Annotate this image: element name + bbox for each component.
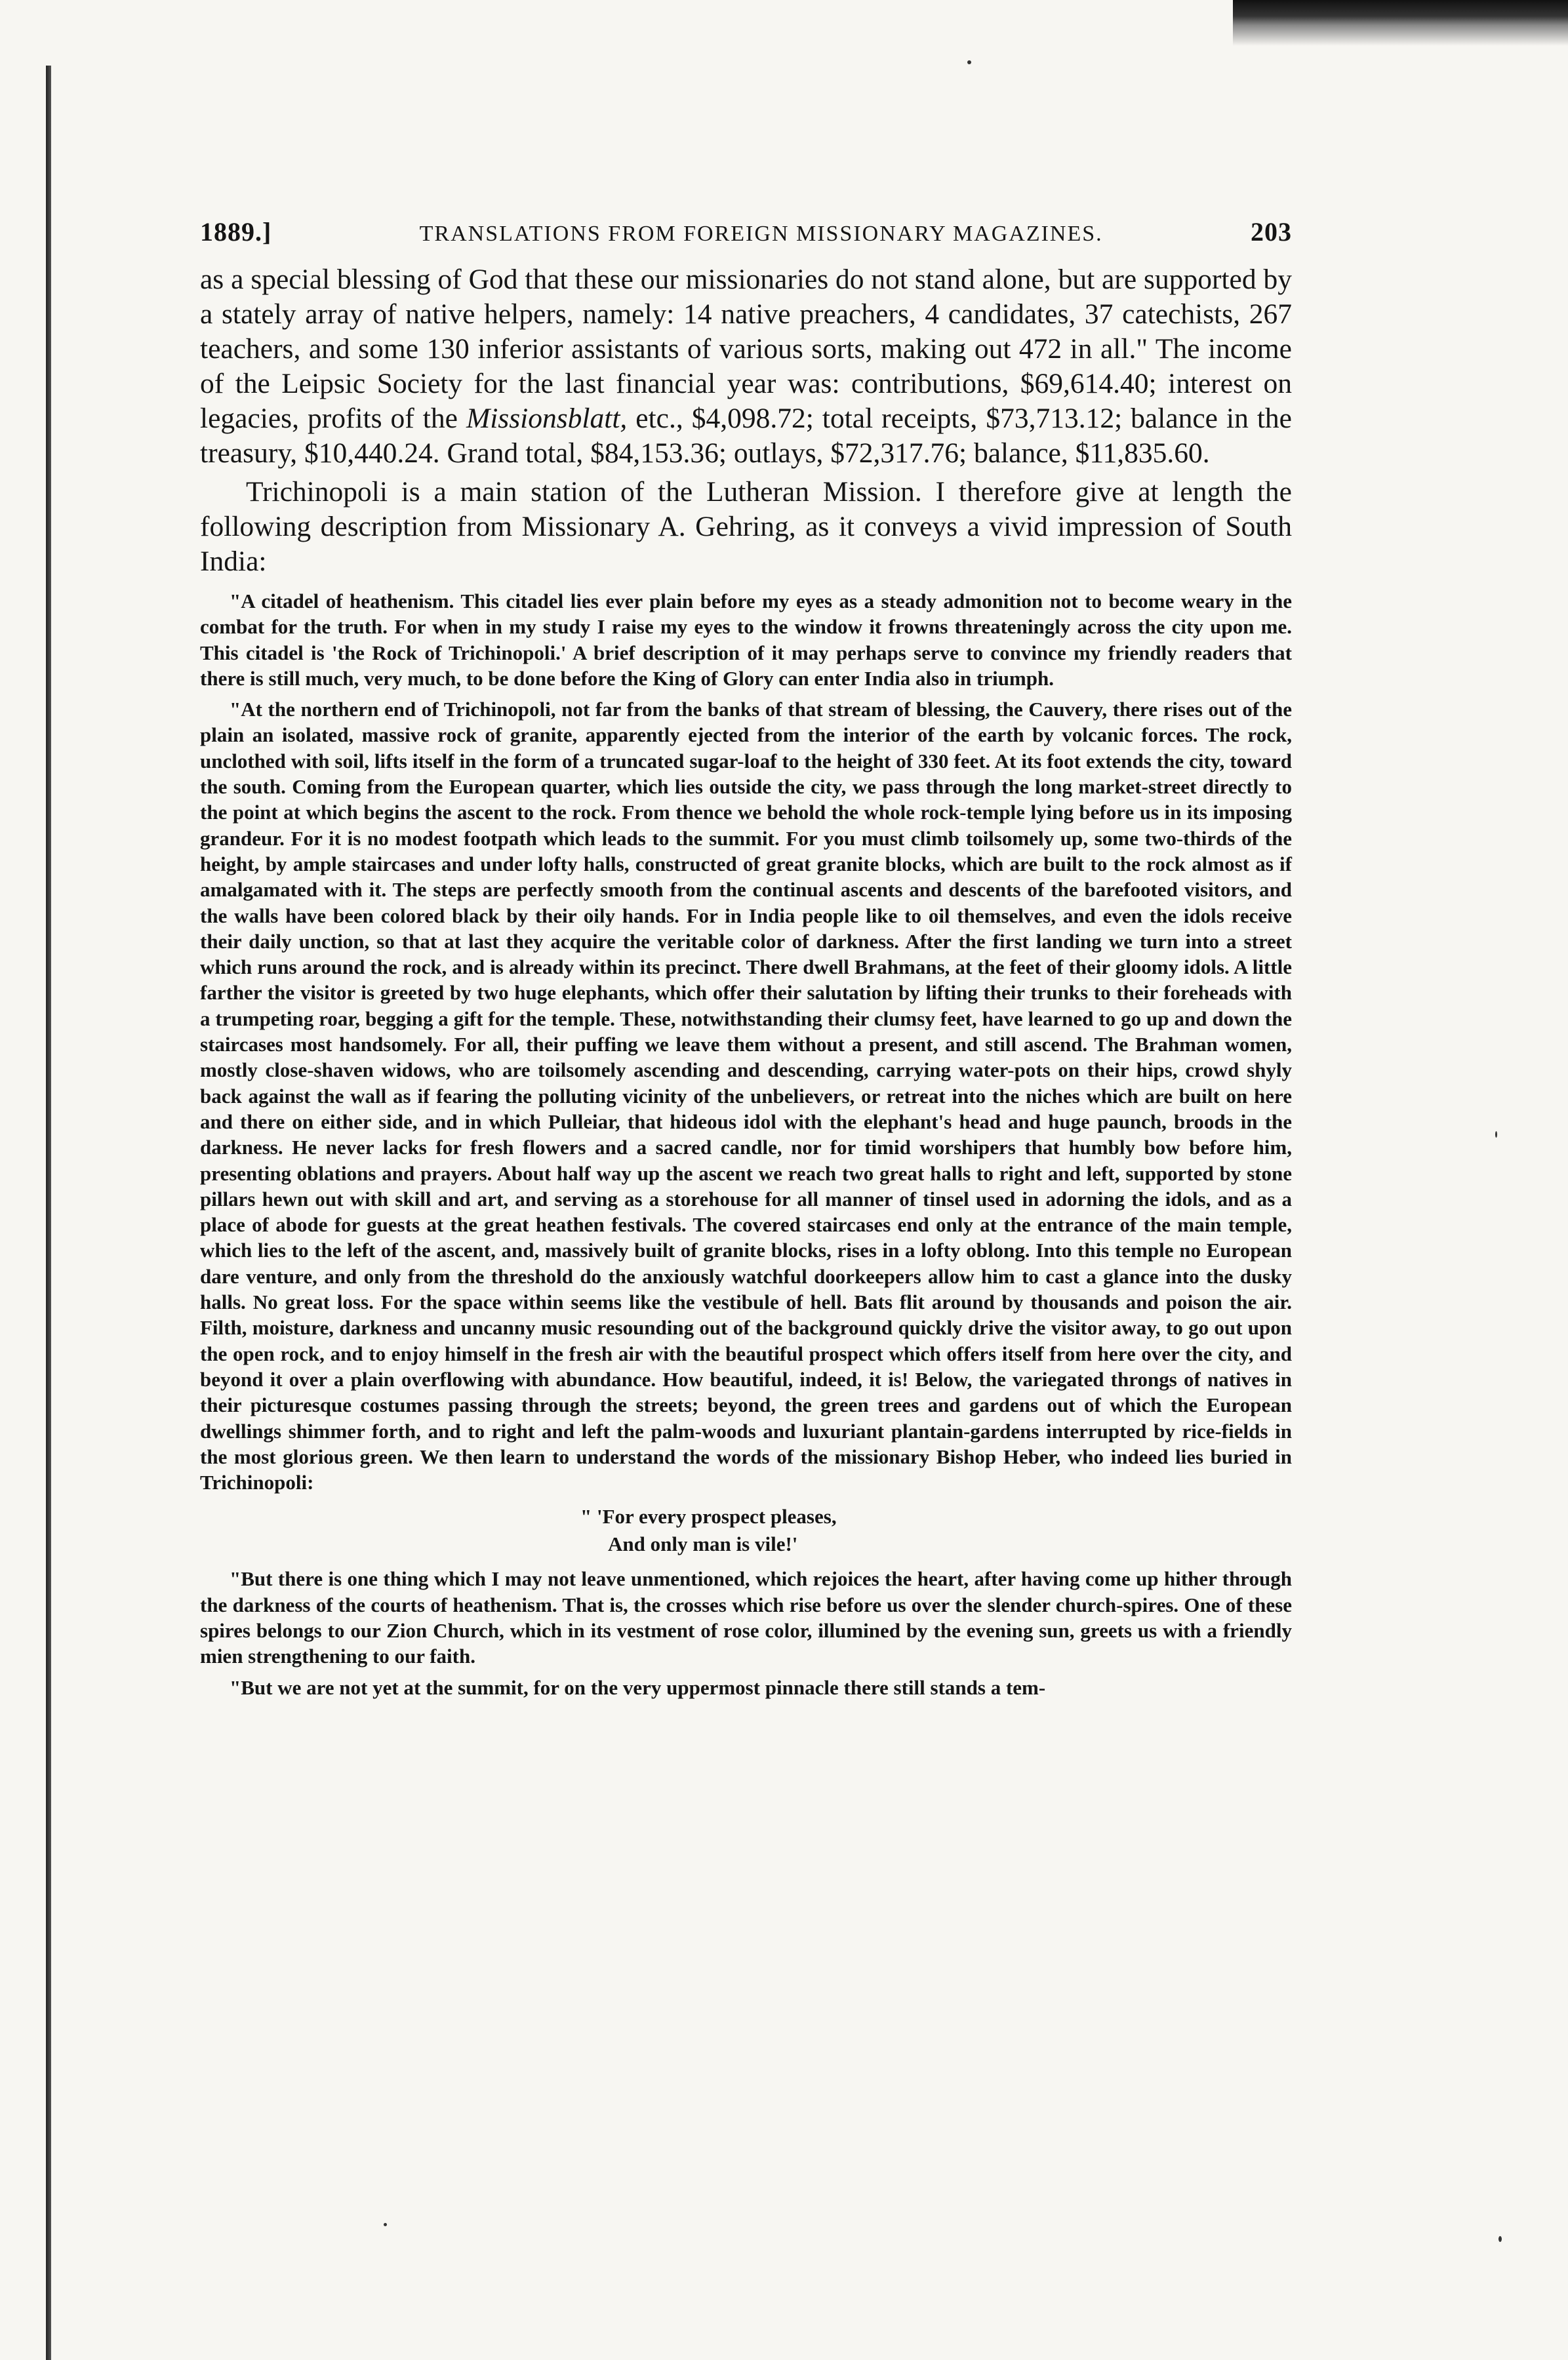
- verse-line: " 'For every prospect pleases,: [580, 1505, 837, 1529]
- quote-summit: "But we are not yet at the summit, for on the very uppermost pinnacle there still stands a tem-: [230, 1675, 1046, 1699]
- quote-rock-description: "At the northern end of Trichinopoli, not far from the banks of that stream of blessing, the Cauvery, there rises out of the plain an isolated, massive rock of granite, apparently ejected from the interior of the earth by volcanic forces. The rock, unclothed with soil, lifts itself in the form of a truncated sugar-loaf to the height of 330 feet. At its foot extends the city, toward the south. Coming from the European quarter, which lies outside the city, we pass through the long market-street directly to the point at which begins the ascent to the rock. From thence we behold the whole rock-temple lying before us in its imposing grandeur. For it is no modest footpath which leads to the summit. For you must climb toilsomely up, some two-thirds of the height, by ample staircases and under lofty halls, constructed of great granite blocks, which are built to the rock almost as if amalgamated with it. The steps are perfectly smooth from the continual ascents and descents of the barefooted visitors, and the walls have been colored black by their oily hands. For in India people like to oil themselves, and even the idols receive their daily unction, so that at last they acquire the veritable color of darkness. After the first landing we turn into a street which runs around the rock, and is already within its precinct. There dwell Brahmans, at the feet of their gloomy idols. A little farther the visitor is greeted by two huge elephants, which offer their salutation by lifting their trunks to their foreheads with a trumpeting roar, begging a gift for the temple. These, notwithstanding their clumsy feet, have learned to go up and down the staircases most handsomely. For all, their puffing we leave them without a present, and still ascend. The Brahman women, mostly close-shaven widows, who are toilsomely ascending and descending, carrying water-pots on their hips, crowd shyly back against the wall as if fearing the polluting vicinity of the unbelievers, or retreat into the niches which are built on here and there on either side, and in which Pulleiar, that hideous idol with the elephant's head and huge paunch, broods in the darkness. He never lacks for fresh flowers and a sacred candle, nor for timid worshipers that humbly bow before him, presenting oblations and prayers. About half way up the ascent we reach two great halls to right and left, supported by stone pillars hewn out with skill and art, and serving as a storehouse for all manner of tinsel used in adorning the idols, and as a place of abode for guests at the great heathen festivals. The covered staircases end only at the entrance of the main temple, which lies to the left of the ascent, and, massively built of granite blocks, rises in a lofty oblong. Into this temple no European dare venture, and only from the threshold do the anxiously watchful doorkeepers allow him to cast a glance into the dusky halls. No great loss. For the space within seems like the vestibule of hell. Bats flit around by thousands and poison the air. Filth, moisture, darkness and uncanny music resounding out of the background quickly drive the visitor away, to go out upon the open rock, and to enjoy himself in the fresh air with the beautiful prospect which offers itself from here over the city, and beyond it over a plain overflowing with abundance. How beautiful, indeed, it is! Below, the variegated throngs of natives in their picturesque costumes passing through the streets; beyond, the green trees and gardens out of which the European dwellings shimmer forth, and to right and left the palm-woods and luxuriant plantain-gardens interrupted by rice-fields in the most glorious green. We then learn to understand the words of the missionary Bishop Heber, who indeed lies buried in Trichinopoli:: [200, 698, 1292, 1494]
- paragraph-trichinopoli-intro: Trichinopoli is a main station of the Lutheran Mission. I therefore give at length the following description from Missionary A. Gehring, as it conveys a vivid impression of South India:: [200, 476, 1292, 577]
- header-year: 1889.]: [200, 217, 272, 247]
- quote-crosses: "But there is one thing which I may not leave unmentioned, which rejoices the heart, after having come up hither through the darkness of the courts of heathenism. That is, the crosses which rise before us over the slender church-spires. One of these spires belongs to our Zion Church, which in its vestment of rose color, illumined by the evening sun, greets us with a friendly mien strengthening to our faith.: [200, 1567, 1292, 1668]
- running-header: [200, 216, 1292, 247]
- paragraph-society-helpers: [200, 262, 1292, 471]
- paragraph-text: etc., $4,098.72; total receipts, $73,713.12; balance in the treasury, $10,440.24. Grand total, $84,153.36; outlays, $72,317.76; balance, $11,835.60.: [200, 403, 1292, 469]
- header-page-number: 203: [1250, 217, 1292, 247]
- scan-speck: [384, 2223, 387, 2226]
- scan-speck: [967, 60, 971, 64]
- scan-speck: [1498, 2236, 1502, 2242]
- page-body: [200, 262, 1292, 1700]
- header-running-title: TRANSLATIONS FROM FOREIGN MISSIONARY MAGAZINES.: [419, 222, 1103, 246]
- verse-heber: [200, 1503, 1292, 1558]
- scan-edge-left: [46, 66, 51, 2360]
- verse-line: And only man is vile!': [608, 1532, 798, 1556]
- paragraph-text: as a special blessing of God that these our missionaries do not stand alone, but are supported by a stately array of native helpers, namely: 14 native preachers, 4 candidates, 37 catechists, 267 teachers, and some 130 inferior assistants of various sorts, making out 472 in all." The income of the Leipsic Society for the last financial year was: contributions, $69,614.40; interest on legacies, profits of the: [200, 264, 1292, 434]
- italic-title: Missionsblatt,: [466, 403, 628, 434]
- scan-speck: [1495, 1131, 1497, 1138]
- quote-citadel: "A citadel of heathenism. This citadel lies ever plain before my eyes as a steady admonition not to become weary in the combat for the truth. For when in my study I raise my eyes to the window it frowns threateningly across the city upon me. This citadel is 'the Rock of Trichinopoli.' A brief description of it may perhaps serve to convince my friendly readers that there is still much, very much, to be done before the King of Glory can enter India also in triumph.: [200, 590, 1292, 690]
- scan-edge-top: [1233, 0, 1568, 46]
